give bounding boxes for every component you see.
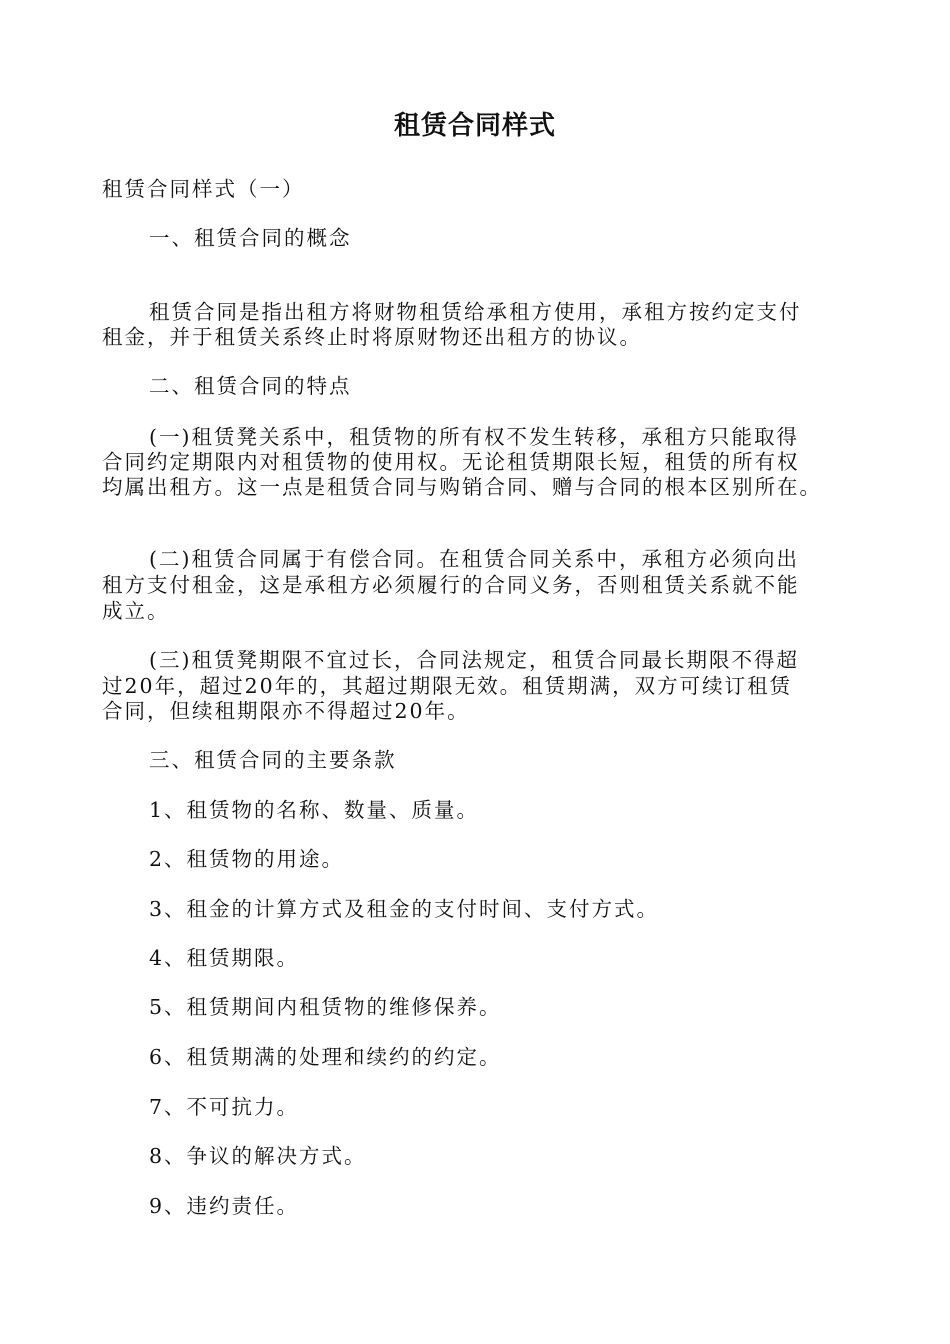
paragraph-feature-one-line: 均属出租方。这一点是租赁合同与购销合同、赠与合同的根本区别所在。 [102,475,822,499]
paragraph-feature-one-line: 合同约定期限内对租赁物的使用权。无论租赁期限长短，租赁的所有权 [102,450,800,474]
clause-item: 6、租赁期满的处理和续约的约定。 [149,1045,502,1069]
paragraph-feature-three-line: 合同，但续租期限亦不得超过20年。 [102,699,470,723]
section-heading-features: 二、租赁合同的特点 [149,374,352,398]
clause-item: 8、争议的解决方式。 [149,1144,367,1168]
paragraph-feature-three-line: (三)租赁凳期限不宜过长，合同法规定，租赁合同最长期限不得超 [149,648,799,672]
paragraph-feature-two-line: 成立。 [102,599,170,623]
clause-item: 9、违约责任。 [149,1194,300,1218]
paragraph-feature-two-line: (二)租赁合同属于有偿合同。在租赁合同关系中，承租方必须向出 [149,547,799,571]
document-title: 租赁合同样式 [393,111,556,141]
paragraph-feature-one-line: (一)租赁凳关系中，租赁物的所有权不发生转移，承租方只能取得 [149,425,799,449]
clause-item: 7、不可抗力。 [149,1095,300,1119]
paragraph-concept-line: 租金，并于租赁关系终止时将原财物还出租方的协议。 [102,325,642,349]
section-heading-concept: 一、租赁合同的概念 [149,226,352,250]
paragraph-feature-three-line: 过20年，超过20年的，其超过期限无效。租赁期满，双方可续订租赁 [102,674,793,698]
clause-item: 5、租赁期间内租赁物的维修保养。 [149,995,502,1019]
section-heading-terms: 三、租赁合同的主要条款 [149,748,397,772]
clause-item: 1、租赁物的名称、数量、质量。 [149,798,480,822]
document-subtitle: 租赁合同样式（一） [102,177,305,201]
clause-item: 3、租金的计算方式及租金的支付时间、支付方式。 [149,897,660,921]
clause-item: 4、租赁期限。 [149,946,300,970]
paragraph-concept-line: 租赁合同是指出租方将财物租赁给承租方使用，承租方按约定支付 [149,300,802,324]
paragraph-feature-two-line: 租方支付租金，这是承租方必须履行的合同义务，否则租赁关系就不能 [102,573,800,597]
clause-item: 2、租赁物的用途。 [149,847,345,871]
